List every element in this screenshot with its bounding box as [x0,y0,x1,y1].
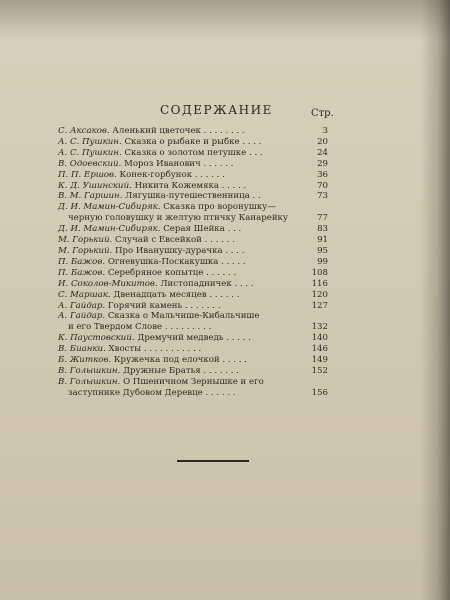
toc-title: Мороз Иванович [124,158,201,169]
toc-title: Дружные Братья [123,365,201,376]
toc-entry-line [58,365,328,377]
toc-author: А. Гайдар. [58,300,106,311]
toc-page-number: 140 [311,333,328,344]
toc-page-number: 29 [317,158,328,169]
page-shadow-top [0,0,450,40]
toc-page-number: 108 [311,267,328,278]
toc-entry-line [58,267,328,279]
toc-page-number: 127 [311,300,328,311]
toc-page-number: 70 [317,180,328,191]
toc-title: Аленький цветочек [112,126,201,136]
toc-page-number: 156 [311,387,328,398]
toc-entry [58,147,328,159]
toc-author: П. Бажов. [58,256,106,267]
closing-rule [177,460,249,462]
toc-page-number: 36 [317,169,328,180]
toc-page-number: 91 [317,235,328,246]
toc-leader-dots: . . . [246,147,263,158]
toc-page-number: 120 [311,289,328,300]
toc-title: Листопадничек [160,278,232,289]
toc-title: Дремучий медведь [137,333,224,344]
toc-page-number: 24 [317,147,328,158]
toc-author: В. Одоевский. [58,158,122,169]
toc-page-number: 95 [317,245,328,256]
toc-entry-line [58,158,328,170]
toc-title: Кружечка под елочкой [113,355,220,366]
toc-entry-line [58,333,328,344]
toc-entry-line [58,126,328,137]
toc-entry-line [58,169,328,181]
toc-title: Случай с Евсейкой [114,235,202,246]
toc-author: В. Голышкин. [58,376,121,387]
toc-entry-line [58,245,328,257]
toc-entry-line [58,300,328,312]
toc-leader-dots: . . . . . . [200,158,234,169]
toc-page-number: 83 [317,224,328,235]
toc-author: В. Бианки. [58,344,106,355]
toc-leader-dots: . . [249,191,261,202]
toc-leader-dots: . . . . . [218,256,246,267]
toc-entry [58,202,328,224]
toc-page-number: 149 [311,355,328,366]
toc-entry-continuation: заступнике Дубовом Деревце . . . . . . [68,387,236,398]
toc-page-number: 20 [317,136,328,147]
toc-author: А. С. Пушкин. [58,147,122,158]
toc-leader-dots: . . . . . . [201,235,235,246]
toc-entry-line [58,289,328,301]
toc-page-number: 116 [311,278,328,289]
toc-title: Серая Шейка [163,224,225,235]
toc-entry-line [58,224,328,235]
toc-entry-continuation: черную головушку и желтую птичку Канарейку [68,213,288,224]
toc-title: Сказка о Мальчише-Кибальчише [107,311,260,322]
toc-author: С. Аксаков. [58,126,110,136]
toc-leader-dots: . . . [224,224,242,235]
toc-entry [58,376,328,399]
toc-title: Конек-горбунок [119,169,193,180]
toc-entry [58,136,328,148]
table-of-contents [58,126,328,399]
toc-entry [58,278,328,290]
toc-entry-line [58,256,328,268]
toc-entry-line [58,278,328,290]
toc-author: П. П. Ершов. [58,169,117,180]
toc-title: Лягушка-путешественница [125,191,250,202]
toc-entry-line [58,235,328,246]
toc-author: К. Паустовский. [58,333,135,344]
toc-heading: СОДЕРЖАНИЕ [160,103,273,117]
toc-leader-dots: . . . . [222,245,245,256]
toc-leader-dots: . . . . . . . [200,365,239,376]
toc-entry [58,344,328,355]
toc-leader-dots: . . . . . . . . [200,126,245,136]
toc-page-number: 77 [317,213,328,224]
toc-entry-line [58,180,328,192]
toc-entry-continuation: и его Твердом Слове . . . . . . . . . [68,322,212,333]
toc-title: Никита Кожемяка [134,180,219,191]
toc-author: Д. И. Мамин-Сибиряк. [58,202,161,213]
toc-entry [58,158,328,170]
toc-author: В. М. Гаршин. [58,191,123,202]
toc-entry [58,180,328,192]
toc-page-number: 146 [311,344,328,355]
toc-title: О Пшеничном Зернышке и его [123,376,264,387]
toc-entry-line [58,377,318,388]
toc-entry [58,169,328,181]
toc-entry [58,289,328,301]
toc-entry-line [58,191,328,202]
toc-author: В. Голышкин. [58,365,121,376]
toc-title: Сказка про воронушку— [163,202,276,213]
toc-page-number: 3 [322,126,328,136]
toc-title: Про Иванушку-дурачка [114,245,223,256]
toc-title: Огневушка-Поскакушка [107,256,219,267]
toc-title: Сказка о рыбаке и рыбке [124,136,240,147]
toc-entry [58,245,328,257]
page-column-label: Стр. [311,108,334,119]
toc-entry-line [58,344,328,355]
toc-title: Серебряное копытце [107,267,204,278]
toc-entry [58,267,328,279]
toc-entry [58,365,328,377]
toc-leader-dots: . . . . . [218,180,247,191]
toc-entry [58,126,328,137]
toc-page-number: 99 [317,256,328,267]
toc-entry [58,333,328,344]
toc-entry-line [58,136,328,148]
toc-author: А. Гайдар. [58,311,106,322]
toc-entry [58,355,328,366]
toc-author: Б. Житков. [58,355,112,366]
toc-title: Хвосты [108,344,142,355]
toc-entry [58,224,328,235]
toc-author: М. Горький. [58,245,113,256]
toc-leader-dots: . . . . . [219,355,247,366]
toc-entry [58,311,328,333]
toc-entry-line [58,202,318,213]
toc-entry-line [58,147,328,159]
toc-author: П. Бажов. [58,267,106,278]
toc-leader-dots: . . . . [231,278,254,289]
toc-author: Д. И. Мамин-Сибиряк. [58,224,161,235]
toc-entry [58,256,328,268]
toc-page-number: 73 [317,191,328,202]
page-shadow-right [420,0,450,600]
toc-page-number: 132 [311,322,328,333]
toc-title: Горячий камень [107,300,183,311]
toc-page-number: 152 [311,365,328,376]
toc-entry-line [58,311,318,322]
toc-author: И. Соколов-Микитов. [58,278,158,289]
toc-author: А. С. Пушкин. [58,136,122,147]
toc-leader-dots: . . . . . . . . . . . [141,344,202,355]
toc-entry [58,300,328,312]
toc-leader-dots: . . . . [239,136,262,147]
toc-leader-dots: . . . . . . [203,267,237,278]
toc-entry [58,235,328,246]
toc-leader-dots: . . . . . . [206,289,240,300]
toc-leader-dots: . . . . . . [192,169,225,180]
toc-title: Сказка о золотом петушке [124,147,247,158]
toc-title: Двенадцать месяцев [113,289,207,300]
toc-author: С. Маршак. [58,289,111,300]
toc-entry [58,191,328,202]
toc-leader-dots: . . . . . [223,333,251,344]
toc-author: М. Горький. [58,235,113,246]
toc-entry-line [58,355,328,366]
toc-author: К. Д. Ушинский. [58,180,132,191]
toc-leader-dots: . . . . . . . [182,300,221,311]
